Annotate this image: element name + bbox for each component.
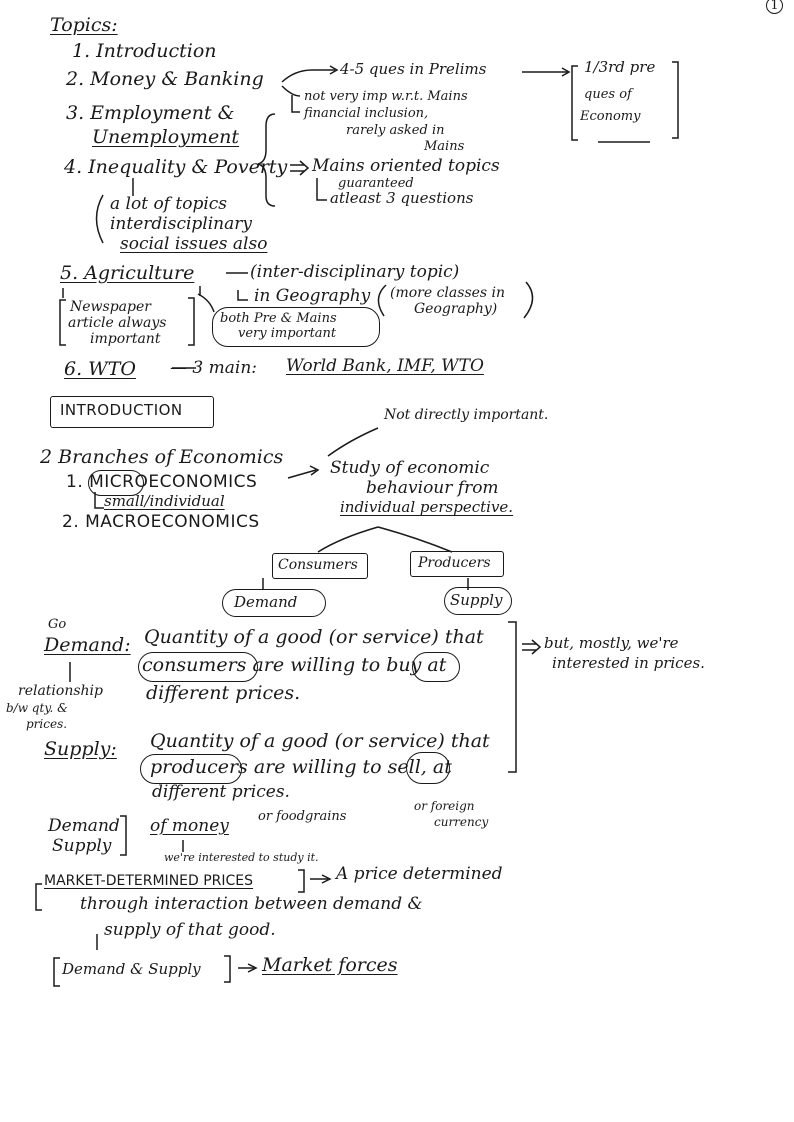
note-important: important [90, 331, 161, 347]
note-behaviour-from: behaviour from [366, 478, 499, 498]
topic-agriculture: 5. Agriculture [60, 262, 195, 284]
note-mains-oriented: Mains oriented topics [312, 156, 500, 176]
topic-inequality-poverty: 4. Inequality & Poverty [64, 156, 288, 178]
supply-def-line2: producers are willing to sell, at [150, 756, 452, 778]
supply-label: Supply [450, 591, 503, 609]
buy-circle [412, 652, 460, 682]
note-in-geography: in Geography [254, 286, 371, 306]
note-of-money: of money [150, 816, 229, 836]
note-bw-qty: b/w qty. & [6, 701, 68, 715]
note-more-classes: (more classes in [390, 285, 506, 301]
note-lot-of-topics: a lot of topics [110, 194, 228, 214]
note-financial-inclusion: financial inclusion, [304, 106, 429, 121]
note-inter-disciplinary: (inter-disciplinary topic) [250, 262, 460, 282]
note-economy: Economy [580, 109, 641, 124]
note-or-foodgrains: or foodgrains [258, 809, 347, 824]
note-ques-of: ques of [584, 87, 632, 102]
sell-circle [406, 752, 450, 784]
supply-def-line3: different prices. [152, 782, 290, 802]
supply-def-line1: Quantity of a good (or service) that [150, 730, 490, 752]
note-interested-to-study: we're interested to study it. [164, 851, 319, 864]
market-def-line3: supply of that good. [104, 920, 276, 940]
note-three-main: — 3 main: [170, 358, 257, 378]
market-def-line1: A price determined [336, 864, 503, 884]
topics-heading: Topics: [50, 14, 118, 36]
note-prelims-questions: 4-5 ques in Prelims [340, 60, 487, 78]
topic-unemployment: Unemployment [92, 126, 240, 148]
producers-circle [140, 754, 242, 784]
note-mains: Mains [424, 139, 465, 154]
page-number: 1 [766, 0, 783, 14]
micro-small-individual: small/individual [104, 492, 225, 510]
microeconomics: 1. MICROECONOMICS [66, 472, 258, 492]
ds-supply: Supply [52, 836, 112, 856]
macroeconomics: 2. MACROECONOMICS [62, 512, 260, 532]
supply-definition-label: Supply: [44, 738, 117, 760]
topic-wto: 6. WTO [64, 358, 136, 380]
branches-of-economics: 2 Branches of Economics [40, 446, 284, 468]
note-rarely-asked: rarely asked in [346, 123, 445, 138]
topic-introduction: 1. Introduction [72, 40, 217, 62]
introduction-title: INTRODUCTION [60, 401, 183, 419]
note-interested-in-prices: interested in prices. [552, 654, 705, 672]
note-study-of-economic: Study of economic [330, 458, 490, 478]
consumers-label: Consumers [278, 557, 358, 573]
note-or-foreign: or foreign [414, 799, 475, 813]
demand-and-supply: Demand & Supply [62, 960, 201, 978]
demand-label: Demand [234, 593, 298, 611]
note-relationship: relationship [18, 683, 103, 699]
note-not-directly-important: Not directly important. [384, 407, 549, 423]
market-determined-prices: MARKET-DETERMINED PRICES [44, 873, 254, 889]
note-geography: Geography) [414, 301, 498, 317]
note-interdisciplinary: interdisciplinary [110, 214, 252, 234]
market-def-line2: through interaction between demand & [80, 894, 423, 914]
demand-def-line3: different prices. [146, 682, 301, 704]
note-world-bank-imf-wto: World Bank, IMF, WTO [286, 356, 484, 376]
topic-employment: 3. Employment & [66, 102, 235, 124]
note-newspaper: Newspaper [70, 299, 151, 315]
note-atleast-3: atleast 3 questions [330, 189, 474, 207]
note-very-important: very important [238, 326, 337, 341]
note-not-imp-mains: not very imp w.r.t. Mains [304, 89, 468, 104]
consumers-circle [138, 652, 258, 682]
note-both-pre-mains: both Pre & Mains [220, 311, 337, 326]
note-currency: currency [434, 815, 489, 829]
note-but-mostly: but, mostly, we're [544, 634, 679, 652]
market-forces: Market forces [262, 954, 398, 976]
note-article-always: article always [68, 315, 167, 331]
demand-def-line1: Quantity of a good (or service) that [144, 626, 484, 648]
note-prices: prices. [26, 717, 68, 731]
note-individual-perspective: individual perspective. [340, 498, 514, 516]
note-go: Go [48, 617, 67, 632]
producers-label: Producers [418, 555, 491, 571]
note-guaranteed: guaranteed [338, 176, 414, 191]
demand-def-line2: consumers are willing to buy at [142, 654, 447, 676]
ds-demand: Demand [48, 816, 120, 836]
demand-definition-label: Demand: [44, 634, 131, 656]
topic-money-banking: 2. Money & Banking [66, 68, 264, 90]
note-third-pre: 1/3rd pre [584, 58, 656, 76]
note-social-issues: social issues also [120, 234, 268, 254]
